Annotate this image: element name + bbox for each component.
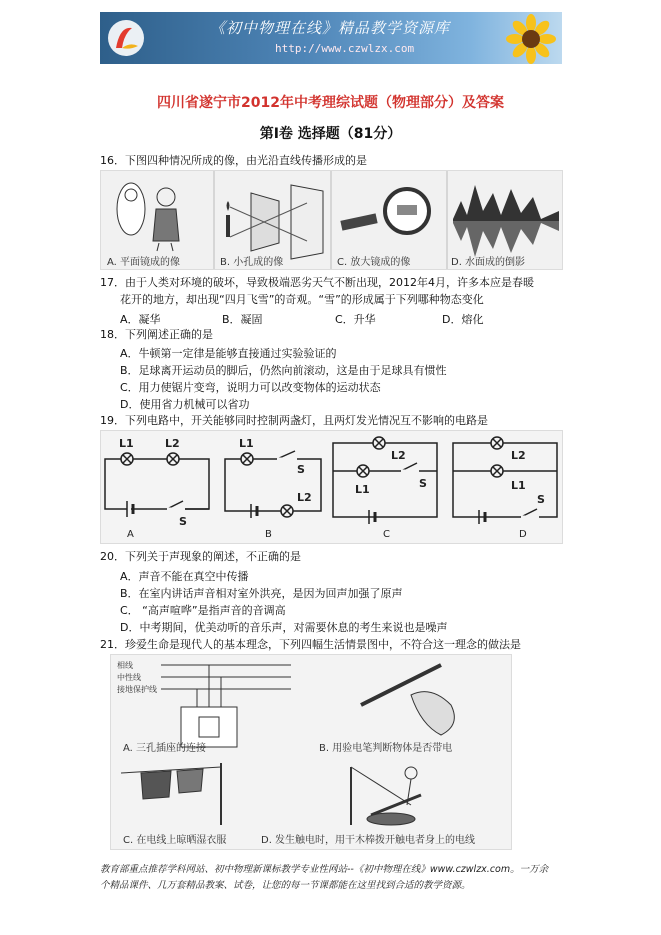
q20-option-b: B．在室内讲话声音相对室外洪亮，是因为回声加强了原声 — [120, 587, 403, 600]
q16-caption-a: A. 平面镜成的像 — [107, 257, 181, 268]
q21-caption-a: A. 三孔插座的连接 — [123, 743, 207, 754]
circuit-c-label-l2: L2 — [391, 449, 406, 462]
wire-label-ground: 接地保护线 — [117, 685, 157, 694]
site-banner — [100, 12, 562, 64]
circuit-c-caption: C — [383, 529, 390, 540]
q19-circuits — [101, 431, 562, 543]
pinhole-drawing — [226, 185, 323, 259]
page-footer — [100, 862, 570, 894]
q18-option-a: A．牛顿第一定律是能够直接通过实验验证的 — [120, 347, 337, 360]
section-title: 第Ⅰ卷 选择题（81分） — [259, 126, 402, 142]
circuit-d — [453, 437, 557, 540]
q16-figure — [100, 170, 563, 270]
circuit-b — [225, 437, 321, 540]
circuit-a-label-l1: L1 — [119, 437, 134, 450]
circuit-a-caption: A — [127, 529, 134, 540]
q16-caption-b: B. 小孔成的像 — [220, 257, 284, 268]
q16-caption-d: D. 水面成的倒影 — [451, 257, 526, 268]
circuit-c-label-l1: L1 — [355, 483, 370, 496]
q16-caption-c: C. 放大镜成的像 — [337, 257, 411, 268]
wire-label-live: 相线 — [117, 661, 133, 670]
q18-stem: 18．下列阐述正确的是 — [100, 328, 213, 341]
circuit-b-label-l2: L2 — [297, 491, 312, 504]
q21-caption-d: D. 发生触电时，用干木棒拨开触电者身上的电线 — [261, 835, 476, 846]
q21-caption-c: C. 在电线上晾晒湿衣服 — [123, 835, 227, 846]
footer-line-2: 个精品课件、几万套精品教案、试卷，让您的每一节课都能在这里找到合适的教学资源。 — [100, 880, 471, 891]
sunflower-icon — [506, 14, 556, 64]
q19-figure — [100, 430, 563, 544]
q17-line2: 花开的地方，却出现“四月飞雪”的奇观。“雪”的形成属于下列哪种物态变化 — [120, 293, 484, 306]
q20-stem: 20．下列关于声现象的阐述，不正确的是 — [100, 550, 301, 563]
shock-rescue-drawing — [351, 767, 421, 825]
circuit-d-caption: D — [519, 529, 527, 540]
q21-stem: 21．珍爱生命是现代人的基本理念，下列四幅生活情景图中，不符合这一理念的做法是 — [100, 638, 521, 651]
q20-option-d: D．中考期间，优美动听的音乐声，对需要休息的考生来说也是噪声 — [120, 621, 448, 634]
socket-wiring-drawing — [117, 660, 291, 747]
circuit-b-label-s: S — [297, 463, 305, 476]
q20-option-c: C． “高声喧哗”是指声音的音调高 — [120, 604, 286, 617]
circuit-d-label-s: S — [537, 493, 545, 506]
q17-option-b: B．凝固 — [222, 313, 263, 326]
q18-option-c: C．用力使锯片变弯，说明力可以改变物体的运动状态 — [120, 381, 381, 394]
q21-figure — [110, 654, 512, 850]
circuit-a-label-l2: L2 — [165, 437, 180, 450]
circuit-a-label-s: S — [179, 515, 187, 528]
footer-line-1: 教育部重点推荐学科网站、初中物理新课标教学专业性网站--《初中物理在线》www.czwlzx.com。一万余 — [100, 864, 549, 875]
q17-option-d: D．熔化 — [442, 313, 484, 326]
circuit-d-label-l2: L2 — [511, 449, 526, 462]
q18-option-d: D．使用省力机械可以省功 — [120, 398, 250, 411]
circuit-b-label-l1: L1 — [239, 437, 254, 450]
q17-option-c: C．升华 — [335, 313, 376, 326]
q17-line1: 17．由于人类对环境的破坏，导致极端恶劣天气不断出现，2012年4月，许多本应是春暖 — [100, 276, 534, 289]
q18-option-b: B．足球离开运动员的脚后，仍然向前滚动，这是由于足球具有惯性 — [120, 364, 447, 377]
circuit-d-label-l1: L1 — [511, 479, 526, 492]
clothes-on-wire-drawing — [121, 763, 221, 825]
q16-stem: 16．下图四种情况所成的像，由光沿直线传播形成的是 — [100, 154, 367, 167]
document-title: 四川省遂宁市2012年中考理综试题（物理部分）及答案 — [157, 95, 504, 111]
mirror-image-drawing — [117, 183, 179, 251]
circuit-b-caption: B — [265, 529, 272, 540]
circuit-c-label-s: S — [419, 477, 427, 490]
test-pen-drawing — [361, 665, 454, 735]
banner-title: 《初中物理在线》精品教学资源库 — [210, 19, 451, 37]
banner-url[interactable]: http://www.czwlzx.com — [275, 42, 415, 55]
q17-option-a: A．凝华 — [120, 313, 161, 326]
circuit-a — [105, 437, 209, 540]
reflection-drawing — [453, 185, 559, 257]
site-logo-icon — [106, 18, 146, 58]
q21-caption-b: B. 用验电笔判断物体是否带电 — [319, 743, 453, 754]
circuit-c — [333, 437, 437, 540]
wire-label-neutral: 中性线 — [117, 673, 141, 682]
q19-stem: 19．下列电路中，开关能够同时控制两盏灯，且两灯发光情况互不影响的电路是 — [100, 414, 488, 427]
magnifier-drawing — [340, 189, 429, 233]
q20-option-a: A．声音不能在真空中传播 — [120, 570, 249, 583]
